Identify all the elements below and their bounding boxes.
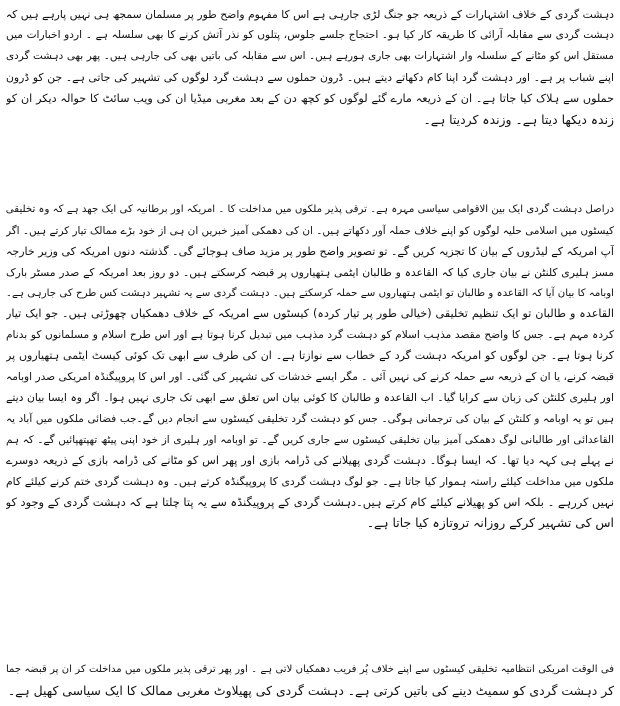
text-line: آپ امریکہ کے لیڈروں کے بیان کا تجزیہ کریں گے۔ تو تصویر واضح طور پر مزید صاف ہوجائے گی۔ گذشتہ دنوں امریکہ کی وزیر خارجہ [6,244,614,258]
text-line: نے پہلے ہی کہہ دیا تھا۔ کہ ایسا ہوگا۔ دہشت گردی پھیلانے کی ڈرامہ بازی اور پھر اس کو مٹانے کی ڈرامہ بازی کے ذریعہ دوسرے [6,453,614,467]
text-line: ہیں تو یہ اوبامہ و کلنٹن کے بیان کی ترجمانی ہوگی۔ جس کو دہشت گرد تخلیقی کیسٹوں سے انجام دیں گے۔جب فضائی ملکوں میں آباد یہ [6,412,614,425]
paragraph-1 [6,4,614,130]
text-line: کر دہشت گردی کو سمیٹ دینے کی باتیں کرتی ہے۔ دہشت گردی کی پھیلاوٹ مغربی ممالک کا ایک سیاسی کھیل ہے۔ [7,683,614,698]
text-line: اوبامہ کا بیان آیا کہ القاعدہ و طالبان تو ایٹمی ہتھیاروں سے حملہ کرسکتے ہیں۔ دہشت گردی سے یہ تشہیر دہشت کس طرح کی جارہی ہے۔ [6,287,614,299]
paragraph-2 [6,200,614,534]
text-line: مسز ہلیری کلنٹن نے بیان جاری کیا کہ القاعدہ و طالبان ایٹمی ہتھیاروں پر قبضہ کرسکتے ہیں۔ دو روز بعد امریکہ کے صدر مسٹر بارک [6,265,614,279]
text-line: مستقل اس کو مٹانے کے سلسلہ وار اشتہارات بھی جاری ہورہے ہیں۔ اس سے مقابلہ کی باتیں بھی کی جارہی ہیں۔ پھر بھی دہشت گردی [6,50,614,62]
text-line: کرنا ہوتا ہے۔ جن لوگوں کو امریکہ دہشت گرد کے خطاب سے نوازتا ہے۔ ان کی طرف سے ابھی تک کوئی کیسٹ ایٹمی ہتھیاروں پر [6,349,614,363]
text-line: کردہ مہم ہے۔ جس کا واضح مقصد مذہب اسلام کو دہشت گرد مذہب میں تبدیل کرنا ہوتا ہے اور اس طرح اسلام و مسلمانوں کو بدنام [6,329,614,342]
text-line: دراصل دہشت گردی ایک بین الاقوامی سیاسی مہرہ ہے۔ ترقی پذیر ملکوں میں مداخلت کا ۔ امریکہ اور برطانیہ کی ایک جھد ہے کہ وہ تخلیقی [6,204,614,215]
text-line: نہیں کررہے ۔ بلکہ اس کو پھیلانے کیلئے کام کرتے ہیں۔دہشت گردی کے پروپیگنڈہ سے یہ پتا چلتا ہے کہ دہشت گردی کے وجود کو [6,495,614,510]
paragraph-3 [6,659,614,701]
text-line: زندہ دیکھا دیتا ہے۔ وزندہ کردیتا ہے۔ [423,112,614,127]
text-line: فی الوقت امریکی انتظامیہ تخلیقی کیسٹوں سے اپنے خلاف پُر فریب دھمکیاں لاتی ہے ۔ اور پھر ترقی پذیر ملکوں میں مداخلت کر ان پر قبضہ جما [6,664,614,675]
text-line: حملوں سے ہلاک کیا جاتا ہے۔ ان کے ذریعہ مارے گئے لوگوں کو کچھ دن کے بعد مغربی میڈیا ان کی ویب سائٹ کا حوالہ دیکر ان کو [6,92,614,105]
text-line: ملکوں میں مداخلت کیلئے راستہ ہموار کیا جاتا ہے۔ جو لوگ دہشت گردی کا پروپیگنڈہ کرتے ہیں۔ وہ دہشت گردی ختم کرنے کیلئے کام [6,474,614,488]
text-line: اپنے شباب پر ہے۔ اور دہشت گرد اپنا کام دکھاتے دیتے ہیں۔ ڈرون حملوں سے دہشت گرد لوگوں کی تشہیر کی جاتی ہے۔ جن کو ڈرون [6,71,614,84]
text-line: اور ہلیری کلنٹن کی زبان سے کرایا گیا۔ اب القاعدہ و طالبان کا کوئی بیان اس تعلق سے ابھی تک جاری نہیں ہوا۔ اگر وہ ایسا بیان دیتے [6,391,614,405]
text-line: اس کی تشہیر کرکے روزانہ تروتازہ کیا جاتا ہے۔ [366,515,614,531]
text-line: القاعدہ و طالبان تو ایک تنظیم تخلیقی (خیالی طور پر تیار کردہ) کیسٹوں سے امریکہ کے خلاف دھمکیاں چھوڑتی ہیں۔ جو ایک تیار [6,307,614,321]
text-line: دہشت گردی کے خلاف اشتہارات کے ذریعہ جو جنگ لڑی جارہی ہے اس کا مفہوم واضح طور پر مسلمان سمجھ ہی نہیں پارہے ہیں کہ [6,8,614,21]
text-line: کیسٹوں میں اسلامی حلیہ لوگوں کو اپنے خلاف حملہ آور دکھاتے ہیں۔ ان کی دھمکی آمیز خبریں ان ہی از خود بڑے ممالک تیار کرتے ہیں۔ اگر [6,224,614,237]
text-line: القاعدائی اور طالبانی لوگ دھمکی آمیز بیان تخلیقی کیسٹوں سے جاری کریں گے۔ تو اوبامہ اور ہلیری از خود اپنی پیٹھ تھپتھپائیں گے۔ کہ ہم [6,433,614,446]
text-line: دہشت گردی سے مقابلہ آرائی کا طریقہ کار کیا ہو۔ احتجاج جلسے جلوس، پتلوں کو نذر آتش کرنے کا بھی سلسلہ ہے ۔ اردو اخبارات میں [6,29,614,41]
text-line: قبضہ کرنے، یا ان کے ذریعہ سے حملہ کرنے کی نہیں آئی ۔ مگر ایسے خدشات کی تشہیر کی گئی۔ اور اس کا پروپیگنڈہ امریکی صدر اوبامہ [6,371,614,384]
article-page [6,0,614,706]
